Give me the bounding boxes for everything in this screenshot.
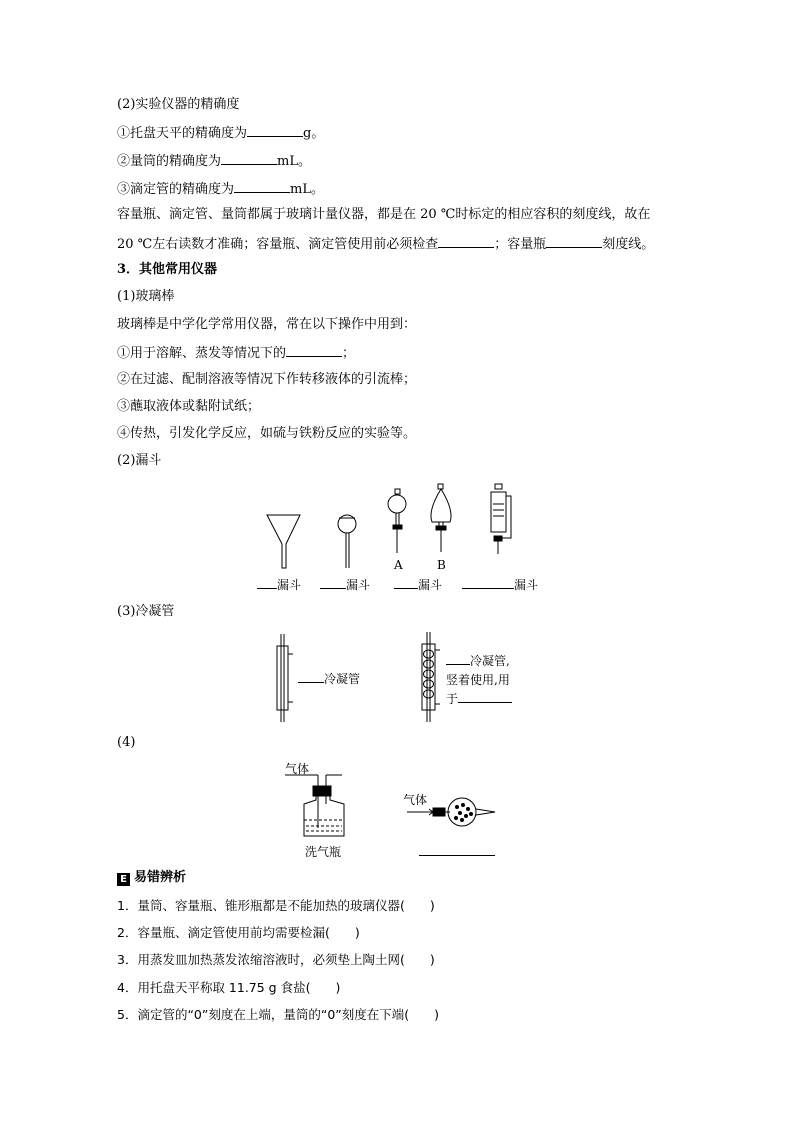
blank-rod[interactable] [286,344,342,357]
blank-funnel-4[interactable] [462,576,514,589]
funnel-heading: (2)漏斗 [117,453,162,468]
funnel-word-1: 漏斗 [277,578,302,592]
section-heading-other: 3．其他常用仪器 [117,262,218,277]
cylinder-text: ②量筒的精确度为 [117,154,222,169]
blank-condenser-1[interactable] [298,670,324,683]
blank-balance[interactable] [247,124,303,137]
burette-text: ③滴定管的精确度为 [117,182,235,197]
blank-burette[interactable] [234,180,290,193]
funnel-figure [255,480,555,590]
condenser-word: 冷凝管 [324,672,361,686]
pear-separatory-funnel-icon [431,484,451,552]
pressure-equalizing-funnel-icon [491,484,511,554]
precision-cylinder-line [117,152,311,170]
blank-condenser-2[interactable] [446,652,470,665]
condenser-caption-2c [446,690,512,707]
balance-unit: g。 [303,126,325,141]
list-item: 2．容量瓶、滴定管使用前均需要检漏( ) [117,925,360,940]
drying-tube-icon [405,790,505,835]
condenser-heading: (3)冷凝管 [117,604,175,619]
para2-c: 刻度线。 [602,237,655,252]
gas-label-bottle: 气体 [285,762,310,776]
long-neck-funnel-icon [338,515,356,568]
list-item: 3．用蒸发皿加热蒸发浓缩溶液时，必须垫上陶土网( ) [117,952,435,967]
blank-drying-tube[interactable] [419,855,495,856]
balance-text: ①托盘天平的精确度为 [117,126,248,141]
rod-1-end: ； [342,346,356,361]
funnel-caption-4 [462,576,538,593]
error-badge-icon: E [117,873,130,886]
section-heading-precision: (2)实验仪器的精确度 [117,97,240,112]
burette-unit: mL。 [290,182,324,197]
list-item: 1．量筒、容量瓶、锥形瓶都是不能加热的玻璃仪器( ) [117,898,435,913]
bulb-condenser-icon [422,632,440,722]
blank-funnel-3[interactable] [394,576,418,589]
funnel-word-4: 漏斗 [514,578,539,592]
wash-bottle-caption: 洗气瓶 [305,845,342,859]
wash-bottle-icon [280,774,360,840]
paragraph-line-1: 容量瓶、滴定管、量筒都属于玻璃计量仪器，都是在 20 ℃时标定的相应容积的刻度线，故在 [117,207,651,222]
item4-heading: (4) [117,735,136,750]
paragraph-line-2 [117,235,654,253]
precision-burette-line [117,180,324,198]
gas-label-drying-tube: 气体 [403,793,428,807]
condenser2-word: 冷凝管, [470,654,510,668]
funnel-caption-2 [320,576,370,593]
condenser2-use: 于 [446,692,459,706]
funnel-word-2: 漏斗 [346,578,371,592]
para2-b: ；容量瓶 [494,237,547,252]
funnel-word-3: 漏斗 [418,578,443,592]
list-item: 5．滴定管的“0”刻度在上端，量筒的“0”刻度在下端( ) [117,1007,440,1022]
error-analysis-title: 易错辨析 [134,870,187,885]
label-b: B [437,558,446,572]
blank-check[interactable] [438,235,494,248]
rod-intro: 玻璃棒是中学化学常用仪器，常在以下操作中用到： [117,317,417,332]
label-a: A [394,558,403,572]
condenser-caption-2a [446,652,510,669]
blank-cylinder[interactable] [221,152,277,165]
funnel-caption-3 [394,576,442,593]
straight-condenser-icon [277,634,293,722]
rod-heading: (1)玻璃棒 [117,289,175,304]
list-item: 4．用托盘天平称取 11.75 g 食盐( ) [117,980,341,995]
cylinder-unit: mL。 [277,154,311,169]
blank-funnel-1[interactable] [257,576,277,589]
funnel-icon [267,515,300,568]
para2-a: 20 ℃左右读数才准确；容量瓶、滴定管使用前必须检查 [117,237,439,252]
funnel-caption-1 [257,576,301,593]
blank-flask[interactable] [546,235,602,248]
rod-item-4: ④传热，引发化学反应，如硫与铁粉反应的实验等。 [117,426,417,441]
blank-condenser-use[interactable] [458,690,512,703]
rod-item-1 [117,344,355,362]
spherical-separatory-funnel-icon [388,489,406,553]
rod-1-text: ①用于溶解、蒸发等情况下的 [117,346,287,361]
rod-item-3: ③蘸取液体或黏附试纸； [117,399,261,414]
condenser-caption-1 [298,670,360,687]
rod-item-2: ②在过滤、配制溶液等情况下作转移液体的引流棒； [117,372,417,387]
precision-balance-line [117,124,324,142]
blank-funnel-2[interactable] [320,576,346,589]
error-analysis-heading [117,870,186,886]
condenser-caption-2b: 竖着使用,用 [446,673,510,687]
